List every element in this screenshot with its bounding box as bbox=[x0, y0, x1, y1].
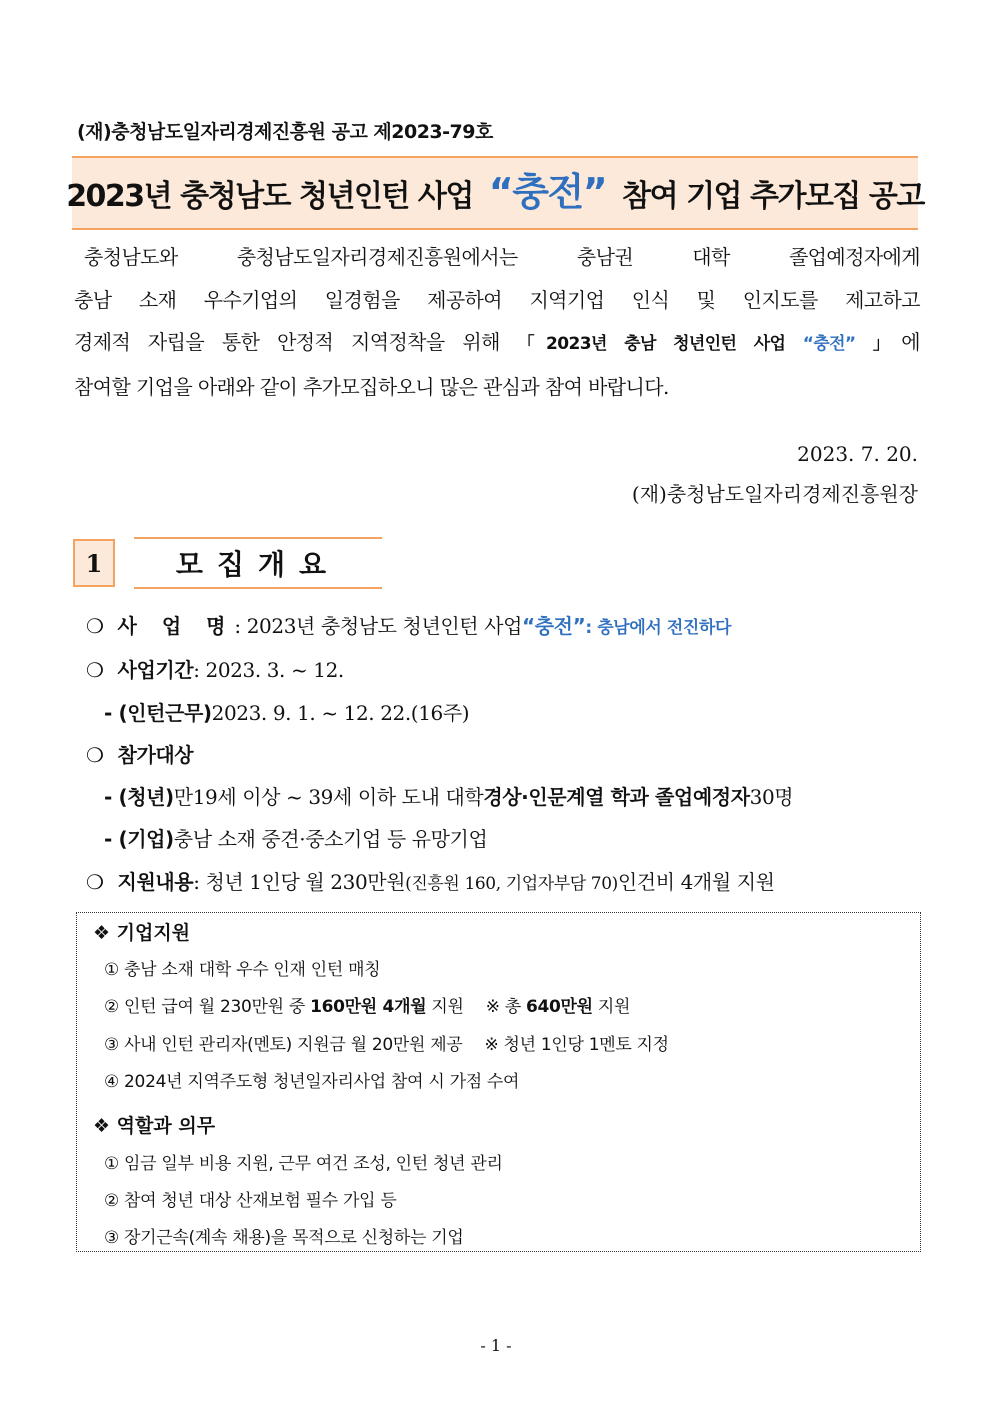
support-item-2-post: 지원 bbox=[426, 997, 464, 1017]
intro-line-3-post: 에 bbox=[901, 330, 920, 354]
project-name-label: 사 업 명 bbox=[117, 614, 235, 638]
duty-item-1: ① 임금 일부 비용 지원, 근무 여건 조성, 인턴 청년 관리 bbox=[104, 1154, 503, 1174]
document-title bbox=[66, 156, 924, 230]
diamond-icon: ❖ bbox=[93, 922, 111, 944]
bullet-circle-icon: ❍ bbox=[86, 743, 104, 767]
company-label: - (기업) bbox=[104, 827, 174, 851]
intern-period-value: 2023. 9. 1. ~ 12. 22.(16주) bbox=[211, 701, 470, 725]
bullet-circle-icon: ❍ bbox=[86, 870, 104, 894]
support-duration: 인건비 4개월 지원 bbox=[617, 870, 775, 894]
row-period bbox=[86, 654, 344, 683]
intern-period-label: - (인턴근무) bbox=[104, 701, 212, 725]
support-item-3-note: ※ 청년 1인당 1멘토 지정 bbox=[484, 1035, 669, 1055]
issuer: (재)충청남도일자리경제진흥원장 bbox=[631, 482, 918, 506]
title-pre: 2023년 충청남도 청년인턴 사업 bbox=[66, 179, 473, 214]
project-slogan: : 충남에서 전진하다 bbox=[585, 618, 731, 638]
duty-item-2: ② 참여 청년 대상 산재보험 필수 가입 등 bbox=[104, 1191, 397, 1211]
section-title: 모집개요 bbox=[134, 537, 382, 589]
support-heading bbox=[93, 918, 190, 945]
row-project-name bbox=[86, 610, 731, 639]
target-label: 참가대상 bbox=[117, 743, 194, 767]
youth-count: 30명 bbox=[749, 785, 794, 809]
row-support bbox=[86, 866, 775, 895]
support-item-1: ① 충남 소재 대학 우수 인재 인턴 매칭 bbox=[104, 960, 381, 980]
support-item-3 bbox=[104, 1030, 669, 1055]
intro-project-close: 」 bbox=[855, 334, 902, 354]
row-intern-period bbox=[104, 697, 469, 726]
title-post: 참여 기업 추가모집 공고 bbox=[622, 179, 924, 214]
duty-item-3: ③ 장기근속(계속 채용)을 목적으로 신청하는 기업 bbox=[104, 1228, 464, 1248]
period-value: : 2023. 3. ~ 12. bbox=[193, 658, 344, 682]
support-item-2-note-pre: ※ 총 bbox=[485, 997, 526, 1017]
youth-value: 만19세 이상 ~ 39세 이하 도내 대학 bbox=[173, 785, 484, 809]
company-value: 충남 소재 중견·중소기업 등 유망기업 bbox=[173, 827, 488, 851]
intro-line-4: 참여할 기업을 아래와 같이 추가모집하오니 많은 관심과 참여 바랍니다. bbox=[74, 374, 669, 399]
support-item-2-note-amount: 640만원 bbox=[525, 997, 593, 1017]
support-heading-text: 기업지원 bbox=[116, 922, 191, 944]
row-company bbox=[104, 823, 487, 852]
bullet-circle-icon: ❍ bbox=[86, 658, 104, 682]
title-highlight: “충전” bbox=[488, 169, 607, 214]
duty-heading bbox=[93, 1111, 215, 1138]
support-label: 지원내용 bbox=[117, 870, 194, 894]
support-value: : 청년 1인당 월 230만원 bbox=[193, 870, 406, 894]
support-breakdown: (진흥원 160, 기업자부담 70) bbox=[405, 874, 618, 894]
support-item-3-text: ③ 사내 인턴 관리자(멘토) 지원금 월 20만원 제공 bbox=[104, 1035, 463, 1055]
section-number: 1 bbox=[73, 539, 115, 587]
support-item-4: ④ 2024년 지역주도형 청년일자리사업 참여 시 가점 수여 bbox=[104, 1072, 520, 1092]
bullet-circle-icon: ❍ bbox=[86, 614, 104, 638]
project-name-quote: “충전” bbox=[522, 614, 586, 638]
diamond-icon: ❖ bbox=[93, 1115, 111, 1137]
notice-number: (재)충청남도일자리경제진흥원 공고 제2023-79호 bbox=[77, 121, 493, 143]
support-item-2-amount: 160만원 4개월 bbox=[310, 997, 427, 1017]
support-item-2-note-post: 지원 bbox=[592, 997, 631, 1017]
intro-paragraph bbox=[74, 236, 920, 408]
intro-project-quote: “충전” bbox=[802, 334, 856, 354]
youth-label: - (청년) bbox=[104, 785, 174, 809]
support-item-2-pre: ② 인턴 급여 월 230만원 중 bbox=[104, 997, 311, 1017]
intro-line-2: 충남 소재 우수기업의 일경험을 제공하여 지역기업 인식 및 인지도를 제고하고 bbox=[74, 287, 920, 312]
announcement-date: 2023. 7. 20. bbox=[797, 442, 918, 466]
intro-line-1: 충청남도와 충청남도일자리경제진흥원에서는 충남권 대학 졸업예정자에게 bbox=[84, 245, 920, 269]
row-target bbox=[86, 739, 193, 768]
page-number: - 1 - bbox=[480, 1336, 512, 1355]
intro-line-3-pre: 경제적 자립을 통한 안정적 지역정착을 위해 bbox=[74, 330, 518, 354]
support-item-2 bbox=[104, 992, 630, 1017]
intro-line-3 bbox=[74, 321, 920, 366]
duty-heading-text: 역할과 의무 bbox=[116, 1115, 216, 1137]
youth-major: 경상·인문계열 학과 졸업예정자 bbox=[483, 785, 750, 809]
intro-project-name: 「2023년 충남 청년인턴 사업 bbox=[517, 334, 803, 354]
row-youth bbox=[104, 781, 793, 810]
project-name-value: : 2023년 충청남도 청년인턴 사업 bbox=[234, 614, 523, 638]
period-label: 사업기간 bbox=[117, 658, 194, 682]
